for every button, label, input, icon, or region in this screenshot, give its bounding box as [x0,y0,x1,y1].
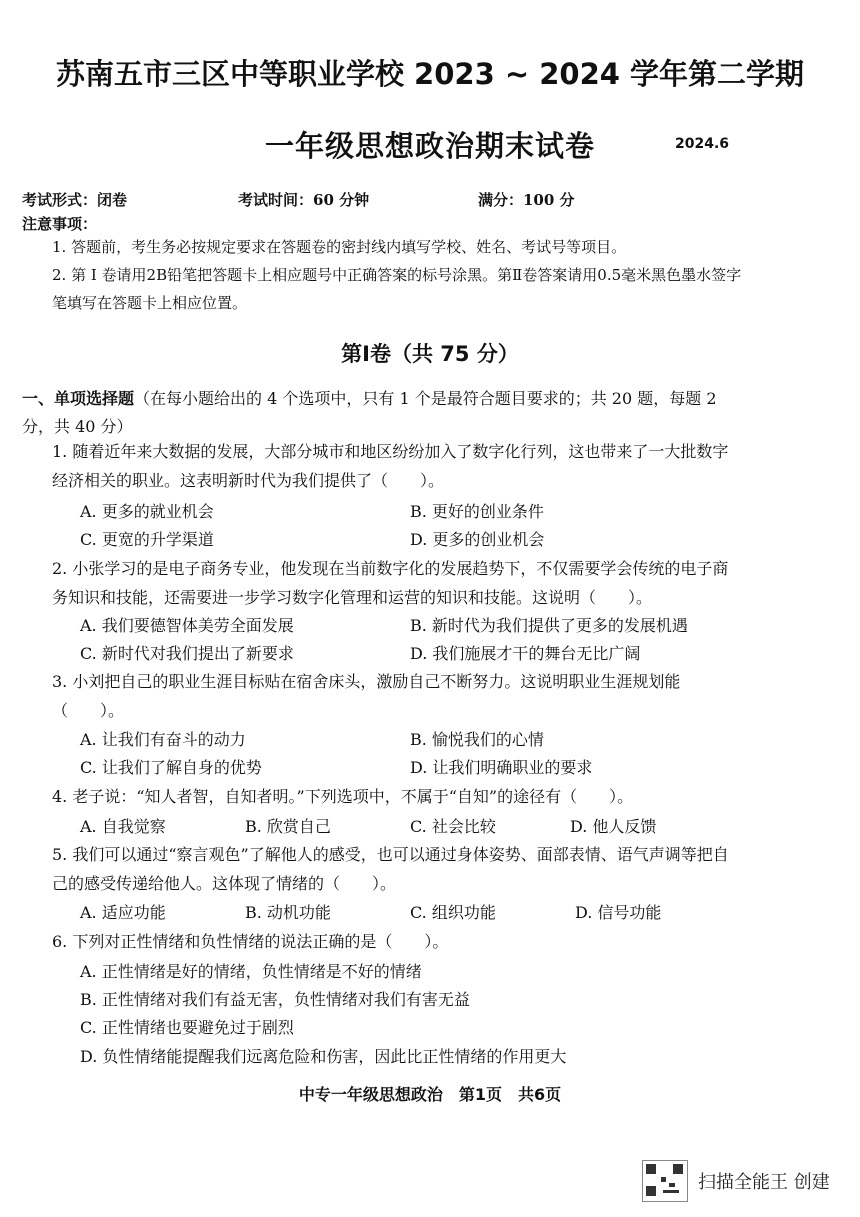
question-stem: 4. 老子说：“知人者智，自知者明。”下列选项中，不属于“自知”的途径有（ ）。 [52,787,634,806]
exam-score: 满分：100 分 [478,191,575,209]
question-option: D. 负性情绪能提醒我们远离危险和伤害，因此比正性情绪的作用更大 [80,1047,567,1066]
question-option: A. 正性情绪是好的情绪，负性情绪是不好的情绪 [80,962,422,981]
note-item: 1. 答题前，考生务必按规定要求在答题卷的密封线内填写学校、姓名、考试号等项目。 [52,238,627,256]
exam-title-line2: 一年级思想政治期末试卷 [264,129,595,163]
part-description: （在每小题给出的 4 个选项中，只有 1 个是最符合题目要求的；共 20 题，每题 2 分，共 40 分） [22,389,717,436]
question-option: A. 我们要德智体美劳全面发展 [80,616,294,635]
question-option: C. 社会比较 [410,817,496,836]
page-footer: 中专一年级思想政治 第1页 共6页 [298,1085,562,1104]
note-item: 2. 第 Ⅰ 卷请用2B铅笔把答题卡上相应题号中正确答案的标号涂黑。第Ⅱ卷答案请用0.5毫米黑色墨水签字笔填写在答题卡上相应位置。 [52,266,742,312]
exam-date: 2024.6 [675,136,730,152]
part-intro [22,385,742,441]
question-stem: 6. 下列对正性情绪和负性情绪的说法正确的是（ ）。 [52,932,449,951]
exam-title-line1: 苏南五市三区中等职业学校 2023 ~ 2024 学年第二学期 [55,57,805,91]
part-heading: 一、单项选择题 [22,389,135,408]
question-stem: 2. 小张学习的是电子商务专业，他发现在当前数字化的发展趋势下，不仅需要学会传统的电子商务知识和技能，还需要进一步学习数字化管理和运营的知识和技能。这说明（ ）。 [52,559,729,607]
question-option: A. 自我觉察 [80,817,166,836]
question-option: D. 信号功能 [575,903,662,922]
question-option: A. 适应功能 [80,903,166,922]
notes-heading: 注意事项： [22,215,98,233]
qr-code-icon [642,1160,688,1202]
question-option: B. 更好的创业条件 [410,502,544,521]
scanner-watermark [640,1158,850,1204]
section-title: 第Ⅰ卷（共 75 分） [341,342,519,366]
question-option: D. 让我们明确职业的要求 [410,758,593,777]
question-option: C. 更宽的升学渠道 [80,530,214,549]
question-option: C. 正性情绪也要避免过于剧烈 [80,1018,294,1037]
question-option: D. 他人反馈 [570,817,657,836]
question-stem: 1. 随着近年来大数据的发展，大部分城市和地区纷纷加入了数字化行列，这也带来了一大批数字经济相关的职业。这表明新时代为我们提供了（ ）。 [52,442,729,490]
question-option: A. 让我们有奋斗的动力 [80,730,246,749]
question-option: C. 新时代对我们提出了新要求 [80,644,294,663]
question-stem: 3. 小刘把自己的职业生涯目标贴在宿舍床头，激励自己不断努力。这说明职业生涯规划能（ ）。 [52,672,681,720]
question-option: B. 新时代为我们提供了更多的发展机遇 [410,616,688,635]
question-stem: 5. 我们可以通过“察言观色”了解他人的感受，也可以通过身体姿势、面部表情、语气声调等把自己的感受传递给他人。这体现了情绪的（ ）。 [52,845,729,893]
watermark-text: 扫描全能王 创建 [698,1172,830,1193]
question-option: B. 动机功能 [245,903,331,922]
exam-format: 考试形式：闭卷 [22,191,128,209]
question-option: B. 正性情绪对我们有益无害，负性情绪对我们有害无益 [80,990,470,1009]
question-option: B. 欣赏自己 [245,817,331,836]
question-option: B. 愉悦我们的心情 [410,730,544,749]
question-option: C. 组织功能 [410,903,496,922]
exam-time: 考试时间：60 分钟 [238,191,370,209]
question-option: C. 让我们了解自身的优势 [80,758,262,777]
question-option: A. 更多的就业机会 [80,502,214,521]
question-option: D. 我们施展才干的舞台无比广阔 [410,644,641,663]
question-option: D. 更多的创业机会 [410,530,545,549]
